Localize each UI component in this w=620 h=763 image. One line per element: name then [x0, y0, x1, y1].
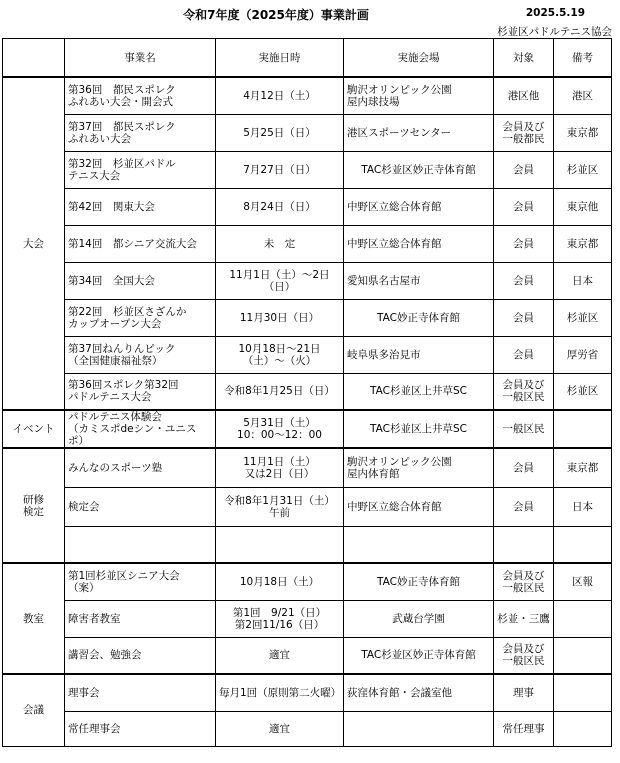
- note-cell: 日本: [554, 262, 612, 299]
- target-cell: 会員: [494, 336, 554, 373]
- header-cell: 実施日時: [216, 39, 344, 78]
- venue-cell: 武蔵台学園: [344, 600, 494, 637]
- table-row: [3, 151, 612, 188]
- datetime-cell: 未 定: [216, 225, 344, 262]
- datetime-cell: 10月18日～21日 （土）～（火）: [216, 336, 344, 373]
- datetime-cell: 5月25日（日）: [216, 114, 344, 151]
- note-cell: [554, 600, 612, 637]
- note-cell: [554, 410, 612, 448]
- name-cell: 第37回ねんりんピック （全国健康福祉祭）: [65, 336, 216, 373]
- target-cell: 会員: [494, 225, 554, 262]
- target-cell: 会員: [494, 262, 554, 299]
- note-cell: 杉並区: [554, 151, 612, 188]
- category-cell: イベント: [3, 410, 65, 448]
- table-row: [3, 225, 612, 262]
- name-cell: 第34回 全国大会: [65, 262, 216, 299]
- target-cell: 理事: [494, 674, 554, 711]
- name-cell: 検定会: [65, 487, 216, 526]
- note-cell: 厚労省: [554, 336, 612, 373]
- name-cell: 第36回スポレク第32回 パドルテニス大会: [65, 373, 216, 410]
- venue-cell: 中野区立総合体育館: [344, 188, 494, 225]
- name-cell: 第42回 関東大会: [65, 188, 216, 225]
- venue-cell: TAC妙正寺体育館: [344, 299, 494, 336]
- table-row: [3, 674, 612, 711]
- venue-cell: 駒沢オリンピック公園 屋内球技場: [344, 77, 494, 114]
- venue-cell: TAC杉並区上井草SC: [344, 410, 494, 448]
- note-cell: [554, 674, 612, 711]
- table-row: [3, 188, 612, 225]
- target-cell: 常任理事: [494, 711, 554, 746]
- document-date: 2025.5.19: [525, 7, 585, 19]
- name-cell: 理事会: [65, 674, 216, 711]
- name-cell: 常任理事会: [65, 711, 216, 746]
- target-cell: 会員: [494, 188, 554, 225]
- name-cell: 第32回 杉並区パドル テニス大会: [65, 151, 216, 188]
- category-cell: 教室: [3, 563, 65, 674]
- datetime-cell: 第1回 9/21（日） 第2回11/16（日）: [216, 600, 344, 637]
- target-cell: 会員: [494, 487, 554, 526]
- name-cell: 第14回 都シニア交流大会: [65, 225, 216, 262]
- target-cell: 会員及び 一般都民: [494, 114, 554, 151]
- table-row: [3, 336, 612, 373]
- note-cell: 東京都: [554, 448, 612, 487]
- datetime-cell: 毎月1回（原則第二火曜）: [216, 674, 344, 711]
- table-row: [3, 262, 612, 299]
- table-row: [3, 77, 612, 114]
- table-row: [3, 526, 612, 563]
- datetime-cell: [216, 526, 344, 563]
- note-cell: 杉並区: [554, 373, 612, 410]
- datetime-cell: 令和8年1月25日（日）: [216, 373, 344, 410]
- category-cell: 会議: [3, 674, 65, 746]
- category-cell: 研修 検定: [3, 448, 65, 563]
- table-row: [3, 563, 612, 600]
- header-cell: 事業名: [65, 39, 216, 78]
- note-cell: [554, 526, 612, 563]
- note-cell: 区報: [554, 563, 612, 600]
- venue-cell: TAC杉並区上井草SC: [344, 373, 494, 410]
- venue-cell: TAC杉並区妙正寺体育館: [344, 637, 494, 674]
- target-cell: 港区他: [494, 77, 554, 114]
- datetime-cell: 適宜: [216, 711, 344, 746]
- header-cell: 備考: [554, 39, 612, 78]
- datetime-cell: 8月24日（日）: [216, 188, 344, 225]
- target-cell: 会員及び 一般区民: [494, 373, 554, 410]
- name-cell: パドルテニス体験会 （カミスポdeシン・ユニスポ）: [65, 410, 216, 448]
- datetime-cell: 5月31日（土） 10：00～12：00: [216, 410, 344, 448]
- name-cell: 講習会、勉強会: [65, 637, 216, 674]
- table-row: [3, 487, 612, 526]
- venue-cell: 愛知県名古屋市: [344, 262, 494, 299]
- venue-cell: TAC妙正寺体育館: [344, 563, 494, 600]
- name-cell: 障害者教室: [65, 600, 216, 637]
- datetime-cell: 7月27日（日）: [216, 151, 344, 188]
- venue-cell: 岐阜県多治見市: [344, 336, 494, 373]
- venue-cell: [344, 711, 494, 746]
- category-cell: 大会: [3, 77, 65, 410]
- table-row: [3, 373, 612, 410]
- name-cell: 第1回杉並区シニア大会 （案）: [65, 563, 216, 600]
- table-row: [3, 637, 612, 674]
- note-cell: [554, 711, 612, 746]
- target-cell: 会員及び 一般区民: [494, 637, 554, 674]
- target-cell: 会員及び 一般区民: [494, 563, 554, 600]
- name-cell: [65, 526, 216, 563]
- note-cell: 東京他: [554, 188, 612, 225]
- target-cell: 杉並・三鷹: [494, 600, 554, 637]
- name-cell: 第22回 杉並区さざんか カップオープン大会: [65, 299, 216, 336]
- datetime-cell: 10月18日（土）: [216, 563, 344, 600]
- venue-cell: TAC杉並区妙正寺体育館: [344, 151, 494, 188]
- name-cell: 第36回 都民スポレク ふれあい大会・開会式: [65, 77, 216, 114]
- target-cell: 一般区民: [494, 410, 554, 448]
- table-row: [3, 299, 612, 336]
- note-cell: 東京都: [554, 225, 612, 262]
- page-title: 令和7年度（2025年度）事業計画: [183, 8, 369, 22]
- note-cell: 東京都: [554, 114, 612, 151]
- venue-cell: 中野区立総合体育館: [344, 487, 494, 526]
- table-row: [3, 600, 612, 637]
- venue-cell: 駒沢オリンピック公園 屋内体育館: [344, 448, 494, 487]
- name-cell: みんなのスポーツ塾: [65, 448, 216, 487]
- note-cell: 港区: [554, 77, 612, 114]
- table-row: [3, 114, 612, 151]
- header-cell: 実施会場: [344, 39, 494, 78]
- datetime-cell: 適宜: [216, 637, 344, 674]
- venue-cell: [344, 526, 494, 563]
- table-row: [3, 410, 612, 448]
- header-cell: [3, 39, 65, 78]
- target-cell: 会員: [494, 448, 554, 487]
- datetime-cell: 11月1日（土）～2日（日）: [216, 262, 344, 299]
- organization-name: 杉並区パドルテニス協会: [497, 26, 612, 38]
- target-cell: 会員: [494, 299, 554, 336]
- target-cell: [494, 526, 554, 563]
- venue-cell: 荻窪体育館・会議室他: [344, 674, 494, 711]
- note-cell: 日本: [554, 487, 612, 526]
- plan-table: [2, 38, 612, 747]
- table-row: [3, 711, 612, 746]
- datetime-cell: 11月30日（日）: [216, 299, 344, 336]
- datetime-cell: 11月1日（土） 又は2日（日）: [216, 448, 344, 487]
- venue-cell: 中野区立総合体育館: [344, 225, 494, 262]
- note-cell: [554, 637, 612, 674]
- target-cell: 会員: [494, 151, 554, 188]
- venue-cell: 港区スポーツセンター: [344, 114, 494, 151]
- note-cell: 杉並区: [554, 299, 612, 336]
- datetime-cell: 4月12日（土）: [216, 77, 344, 114]
- name-cell: 第37回 都民スポレク ふれあい大会: [65, 114, 216, 151]
- table-row: [3, 448, 612, 487]
- header-cell: 対象: [494, 39, 554, 78]
- datetime-cell: 令和8年1月31日（土） 午前: [216, 487, 344, 526]
